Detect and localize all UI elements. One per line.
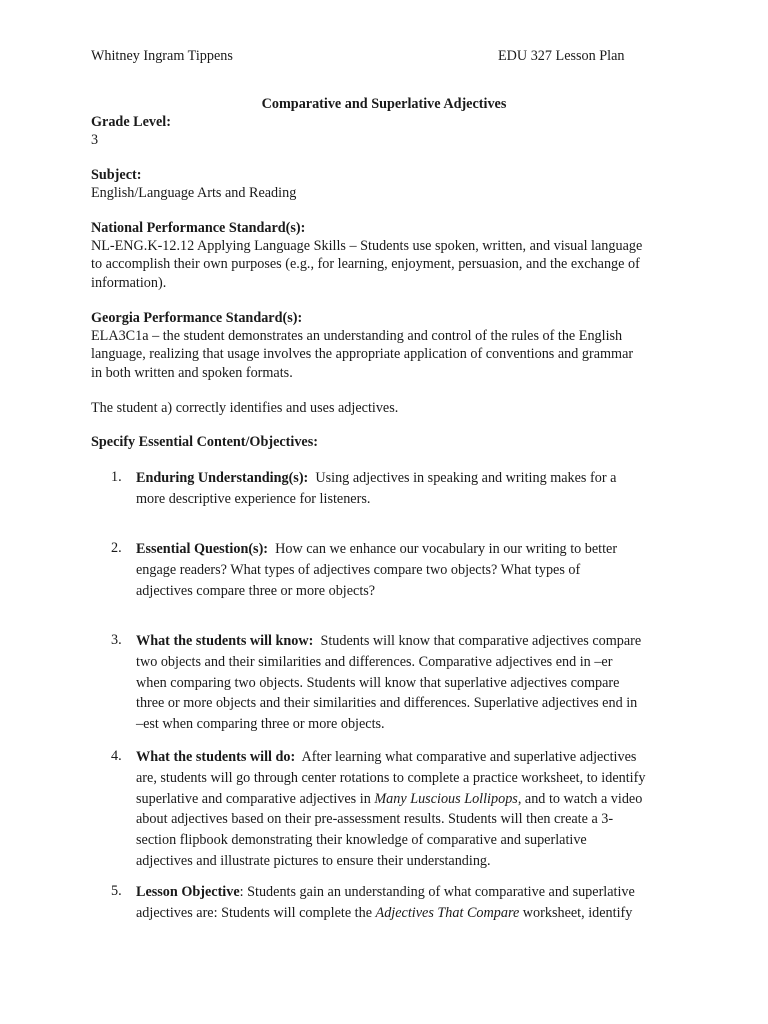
list-number: 5.: [111, 883, 122, 899]
item-text: How can we enhance our vocabulary in our writing to better: [268, 541, 618, 557]
list-number: 4.: [111, 748, 122, 764]
list-number: 3.: [111, 632, 122, 648]
item-text: when comparing two objects. Students will know that superlative adjectives compare: [136, 674, 620, 691]
item-text: two objects and their similarities and differences. Comparative adjectives end in –er: [136, 653, 613, 670]
subject-value: English/Language Arts and Reading: [91, 185, 297, 202]
item-label: What the students will do:: [136, 749, 296, 765]
item-text: about adjectives based on their pre-assessment results. Students will then create a 3-: [136, 811, 614, 828]
item-text: worksheet, identify: [519, 904, 633, 921]
header-course: EDU 327 Lesson Plan: [498, 48, 625, 64]
national-standard-line: NL-ENG.K-12.12 Applying Language Skills – Students use spoken, written, and visual language: [91, 238, 643, 255]
item-text: three or more objects and their similarities and differences. Superlative adjectives end in: [136, 695, 638, 712]
item-text: are, students will go through center rotations to complete a practice worksheet, to identify: [136, 769, 646, 786]
item-label: What the students will know:: [136, 633, 314, 649]
national-standard-label: National Performance Standard(s):: [91, 220, 306, 236]
item-label: Essential Question(s):: [136, 541, 269, 557]
subject-label: Subject:: [91, 167, 142, 183]
item-label: Lesson Objective: [136, 884, 240, 900]
item-text: Using adjectives in speaking and writing makes for a: [308, 470, 617, 486]
item-text: –est when comparing three or more objects.: [136, 716, 385, 733]
book-title: Many Luscious Lollipops: [374, 790, 518, 807]
header-author: Whitney Ingram Tippens: [91, 48, 233, 64]
national-standard-line: information).: [91, 274, 167, 291]
item-text: Students will know that comparative adjectives compare: [313, 633, 642, 649]
item-text: section flipbook demonstrating their knowledge of comparative and superlative: [136, 832, 587, 849]
georgia-standard-label: Georgia Performance Standard(s):: [91, 310, 303, 326]
georgia-standard-section: [91, 309, 691, 382]
item-text: more descriptive experience for listeners.: [136, 490, 371, 507]
objectives-label: Specify Essential Content/Objectives:: [91, 434, 318, 450]
national-standard-section: [91, 219, 691, 292]
grade-level-value: 3: [91, 132, 99, 149]
item-text: adjectives are: Students will complete the: [136, 904, 376, 921]
grade-level-section: [91, 113, 691, 149]
grade-level-label: Grade Level:: [91, 114, 171, 130]
item-text: adjectives compare three or more objects?: [136, 582, 376, 599]
lesson-title: Comparative and Superlative Adjectives: [261, 96, 507, 112]
item-text: After learning what comparative and superlative adjectives: [295, 749, 637, 765]
georgia-standard-line: in both written and spoken formats.: [91, 364, 293, 381]
georgia-standard-line: ELA3C1a – the student demonstrates an understanding and control of the rules of the English: [91, 328, 623, 345]
item-label: Enduring Understanding(s):: [136, 470, 309, 486]
item-text: adjectives and illustrate pictures to ensure their understanding.: [136, 852, 491, 869]
item-text: : Students gain an understanding of what comparative and superlative: [239, 884, 635, 900]
georgia-standard-note: The student a) correctly identifies and uses adjectives.: [91, 400, 399, 416]
list-number: 1.: [111, 469, 122, 485]
item-text: superlative and comparative adjectives in: [136, 790, 375, 807]
national-standard-line: to accomplish their own purposes (e.g., for learning, enjoyment, persuasion, and the exchange of: [91, 256, 640, 273]
item-text: , and to watch a video: [517, 790, 643, 807]
item-text: engage readers? What types of adjectives compare two objects? What types of: [136, 561, 581, 578]
subject-section: [91, 166, 691, 202]
georgia-standard-line: language, realizing that usage involves the appropriate application of conventions and grammar: [91, 346, 634, 363]
list-number: 2.: [111, 540, 122, 556]
worksheet-title: Adjectives That Compare: [375, 904, 520, 921]
